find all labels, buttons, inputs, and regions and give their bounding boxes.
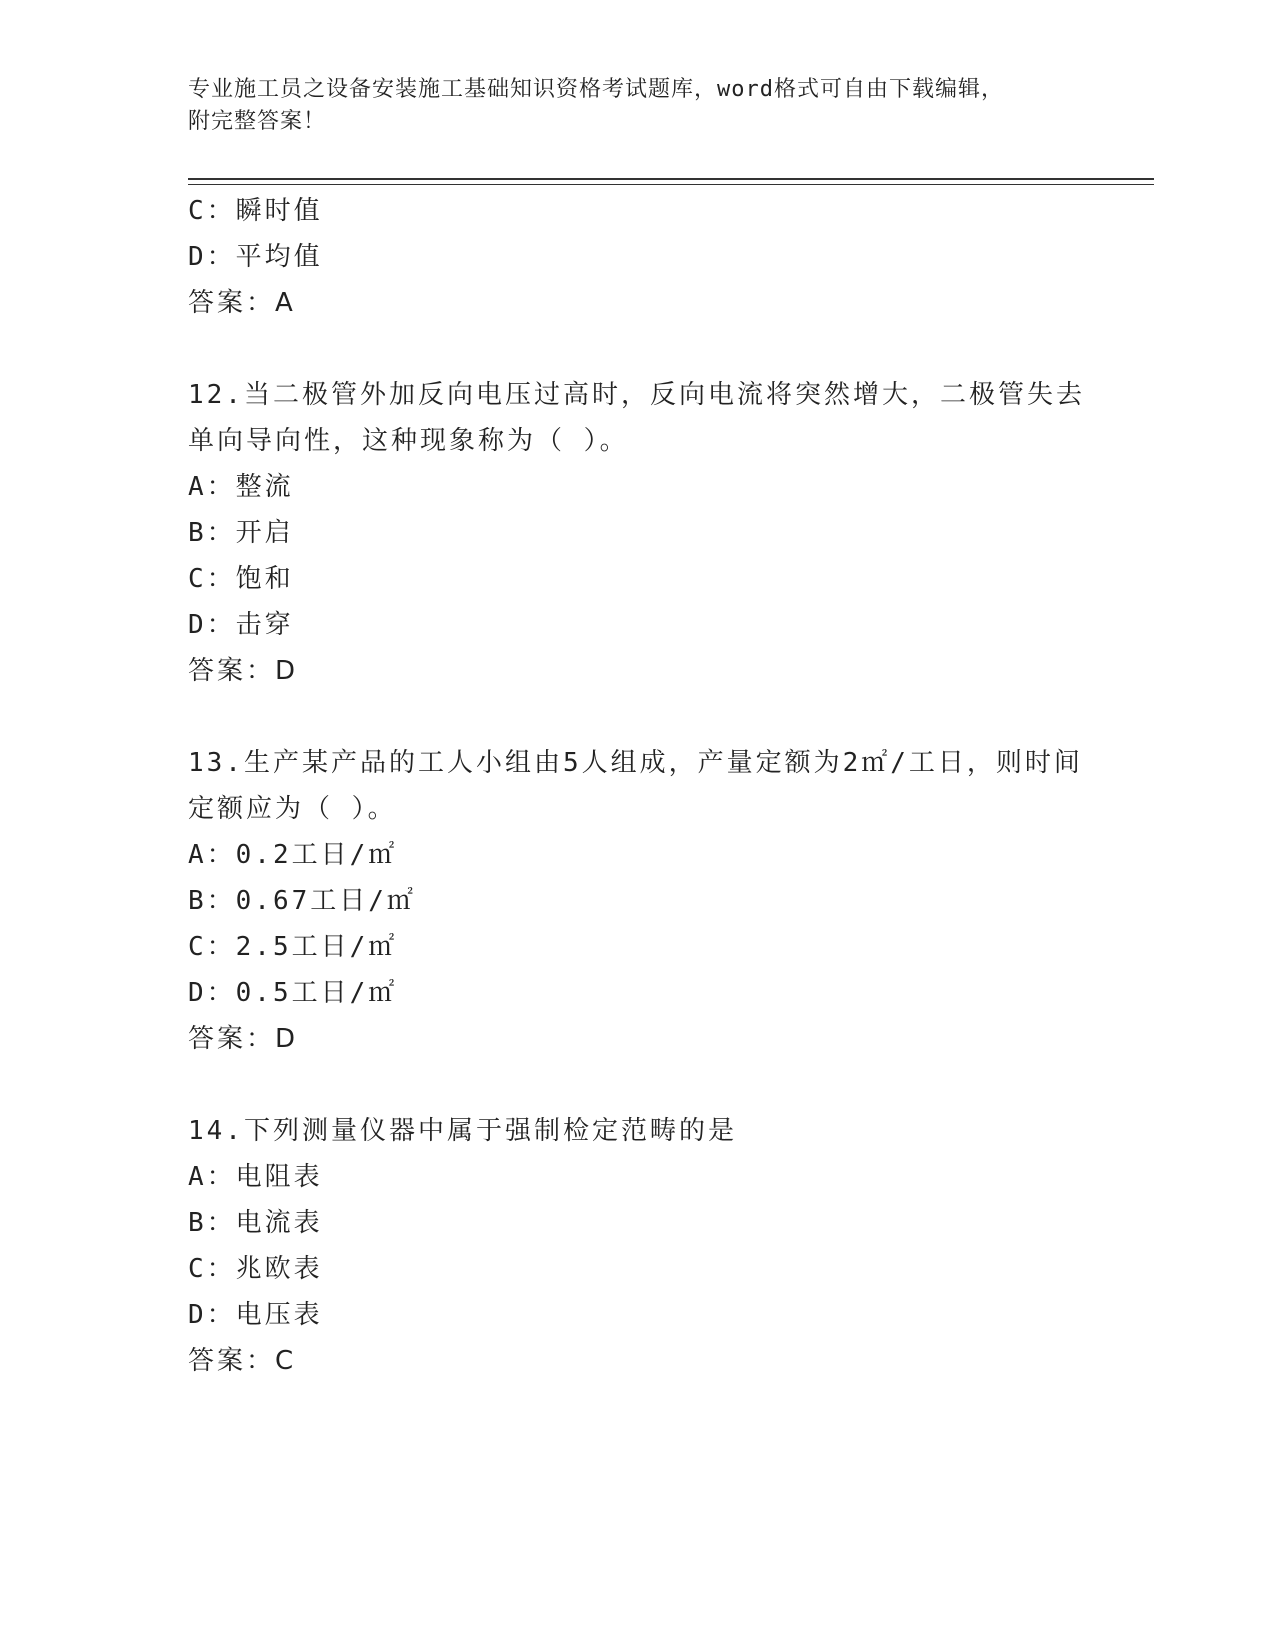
spacer [188, 1062, 1108, 1108]
option-c: C：饱和 [188, 564, 294, 594]
option-a: A：电阻表 [188, 1162, 323, 1192]
question-stem: 14.下列测量仪器中属于强制检定范畴的是 [188, 1116, 737, 1146]
option-d: D：平均值 [188, 242, 323, 272]
option-c: C：2.5工日/㎡ [188, 932, 398, 962]
option-c: C：瞬时值 [188, 196, 323, 226]
answer-line: 答案：D [188, 656, 299, 686]
question-14 [188, 1108, 1108, 1384]
option-a: A：0.2工日/㎡ [188, 840, 398, 870]
option-d: D：0.5工日/㎡ [188, 978, 398, 1008]
option-d: D：电压表 [188, 1300, 323, 1330]
question-stem: 定额应为（ ）。 [188, 794, 397, 824]
answer-line: 答案：A [188, 288, 296, 318]
answer-line: 答案：C [188, 1346, 297, 1376]
question-list [188, 188, 1108, 1384]
header-divider-thick [188, 178, 1154, 180]
spacer [188, 326, 1108, 372]
option-c: C：兆欧表 [188, 1254, 323, 1284]
answer-line: 答案：D [188, 1024, 299, 1054]
option-b: B：电流表 [188, 1208, 323, 1238]
header-line-2: 附完整答案！ [188, 109, 327, 134]
spacer [188, 694, 1108, 740]
question-stem: 12.当二极管外加反向电压过高时，反向电流将突然增大，二极管失去 [188, 380, 1085, 410]
question-13 [188, 740, 1108, 1062]
option-b: B：0.67工日/㎡ [188, 886, 416, 916]
header-divider-thin [188, 184, 1154, 185]
option-b: B：开启 [188, 518, 294, 548]
header-line-1: 专业施工员之设备安装施工基础知识资格考试题库，word格式可自由下载编辑， [188, 77, 1004, 102]
option-d: D：击穿 [188, 610, 294, 640]
prev-question [188, 188, 1108, 326]
question-12 [188, 372, 1108, 694]
option-a: A：整流 [188, 472, 294, 502]
document-header [188, 74, 1068, 138]
question-stem: 13.生产某产品的工人小组由5人组成，产量定额为2㎡/工日，则时间 [188, 748, 1083, 778]
question-stem: 单向导向性，这种现象称为（ ）。 [188, 426, 629, 456]
